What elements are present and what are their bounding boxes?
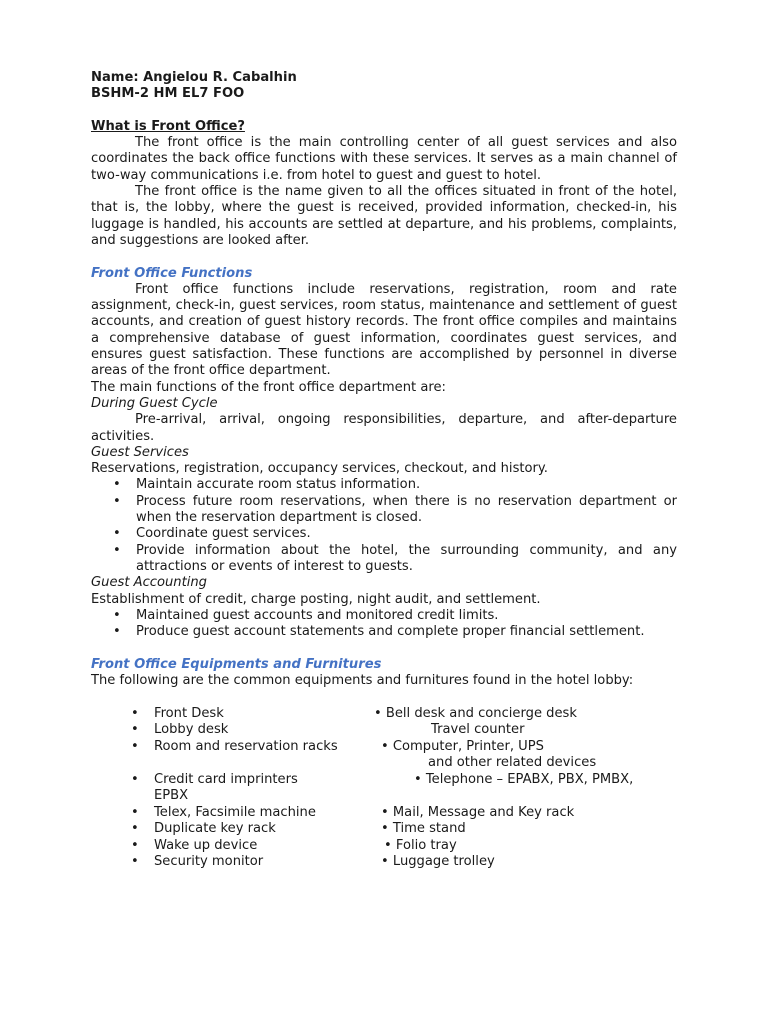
equipment-item: • Folio tray: [384, 837, 457, 853]
equipment-item: Duplicate key rack: [154, 821, 276, 837]
list-item: • Maintain accurate room status information.: [91, 477, 677, 493]
document-page: [91, 70, 677, 874]
equipment-row: [91, 838, 677, 854]
equipment-row: [91, 706, 677, 722]
paragraph: The front office is the main controlling center of all guest services and also coordinates the back office functions with these services. It serves as a main channel of two-way communications i.e. from hotel to guest and guest to hotel.: [91, 135, 677, 183]
subheading-guest-accounting: Guest Accounting: [91, 575, 207, 591]
bullet: •: [131, 804, 139, 820]
paragraph: The front office is the name given to all the offices situated in front of the hotel, that is, the lobby, where the guest is received, provided information, checked-in, his luggage is handled, his accounts are settled at departure, and his problems, complaints, and suggestions are looked after.: [91, 184, 677, 248]
equipment-list: [91, 706, 677, 874]
list-item: • Process future room reservations, when there is no reservation department or when the reservation department is closed.: [91, 494, 677, 527]
bullet: •: [131, 705, 139, 721]
equipment-row: [91, 854, 677, 870]
equipment-item: • Computer, Printer, UPS: [381, 738, 544, 754]
equipment-row: [91, 788, 677, 804]
equipment-item: Room and reservation racks: [154, 738, 338, 754]
section-title-equipments: Front Office Equipments and Furnitures: [91, 656, 382, 672]
equipment-item: Credit card imprinters: [154, 771, 298, 787]
equipment-item: Wake up device: [154, 837, 258, 853]
paragraph: Establishment of credit, charge posting, night audit, and settlement.: [91, 591, 541, 607]
equipment-row: [91, 755, 677, 771]
paragraph: The main functions of the front office department are:: [91, 379, 446, 395]
equipment-row: [91, 805, 677, 821]
bullet: •: [131, 837, 139, 853]
equipment-item: Lobby desk: [154, 722, 229, 738]
equipment-item: EPBX: [154, 788, 189, 804]
bullet: •: [131, 854, 139, 870]
accounting-bullet-list: [91, 608, 677, 641]
equipment-item: • Luggage trolley: [381, 854, 495, 870]
bullet: •: [131, 722, 139, 738]
paragraph: The following are the common equipments and furnitures found in the hotel lobby:: [91, 672, 634, 688]
subheading-guest-cycle: During Guest Cycle: [91, 395, 218, 411]
paragraph: Pre-arrival, arrival, ongoing responsibilities, departure, and after-departure activities.: [91, 412, 677, 444]
equipment-row: [91, 722, 677, 738]
equipment-item: • Telephone – EPABX, PBX, PMBX,: [414, 771, 634, 787]
list-item: • Produce guest account statements and complete proper financial settlement.: [91, 624, 677, 640]
equipment-item: • Time stand: [381, 821, 466, 837]
paragraph: Front office functions include reservations, registration, room and rate assignment, check-in, guest services, room status, maintenance and settlement of guest accounts, and creation of guest history records. The front office compiles and maintains a comprehensive database of guest information, coordinates guest services, and ensures guest satisfaction. These functions are accomplished by personnel in diverse areas of the front office department.: [91, 281, 677, 379]
course-code: BSHM-2 HM EL7 FOO: [91, 86, 245, 102]
equipment-row: [91, 739, 677, 755]
equipment-item: Front Desk: [154, 705, 224, 721]
paragraph: Reservations, registration, occupancy services, checkout, and history.: [91, 461, 548, 477]
services-bullet-list: [91, 477, 677, 575]
student-name: Name: Angielou R. Cabalhin: [91, 70, 297, 85]
list-item: • Provide information about the hotel, the surrounding community, and any attractions or events of interest to guests.: [91, 543, 677, 576]
equipment-row: [91, 772, 677, 788]
section-title-front-office-functions: Front Office Functions: [91, 265, 253, 281]
bullet: •: [131, 821, 139, 837]
equipment-item: Travel counter: [431, 722, 525, 738]
equipment-item: Security monitor: [154, 854, 264, 870]
equipment-item: Telex, Facsimile machine: [154, 804, 316, 820]
equipment-item: and other related devices: [428, 755, 597, 771]
equipment-row: [91, 821, 677, 837]
bullet: •: [131, 771, 139, 787]
list-item: • Maintained guest accounts and monitored credit limits.: [91, 608, 677, 624]
list-item: • Coordinate guest services.: [91, 526, 677, 542]
equipment-item: • Mail, Message and Key rack: [381, 804, 575, 820]
section-title-what-is-front-office: What is Front Office?: [91, 118, 245, 134]
subheading-guest-services: Guest Services: [91, 444, 189, 460]
bullet: •: [131, 738, 139, 754]
equipment-item: • Bell desk and concierge desk: [374, 705, 577, 721]
